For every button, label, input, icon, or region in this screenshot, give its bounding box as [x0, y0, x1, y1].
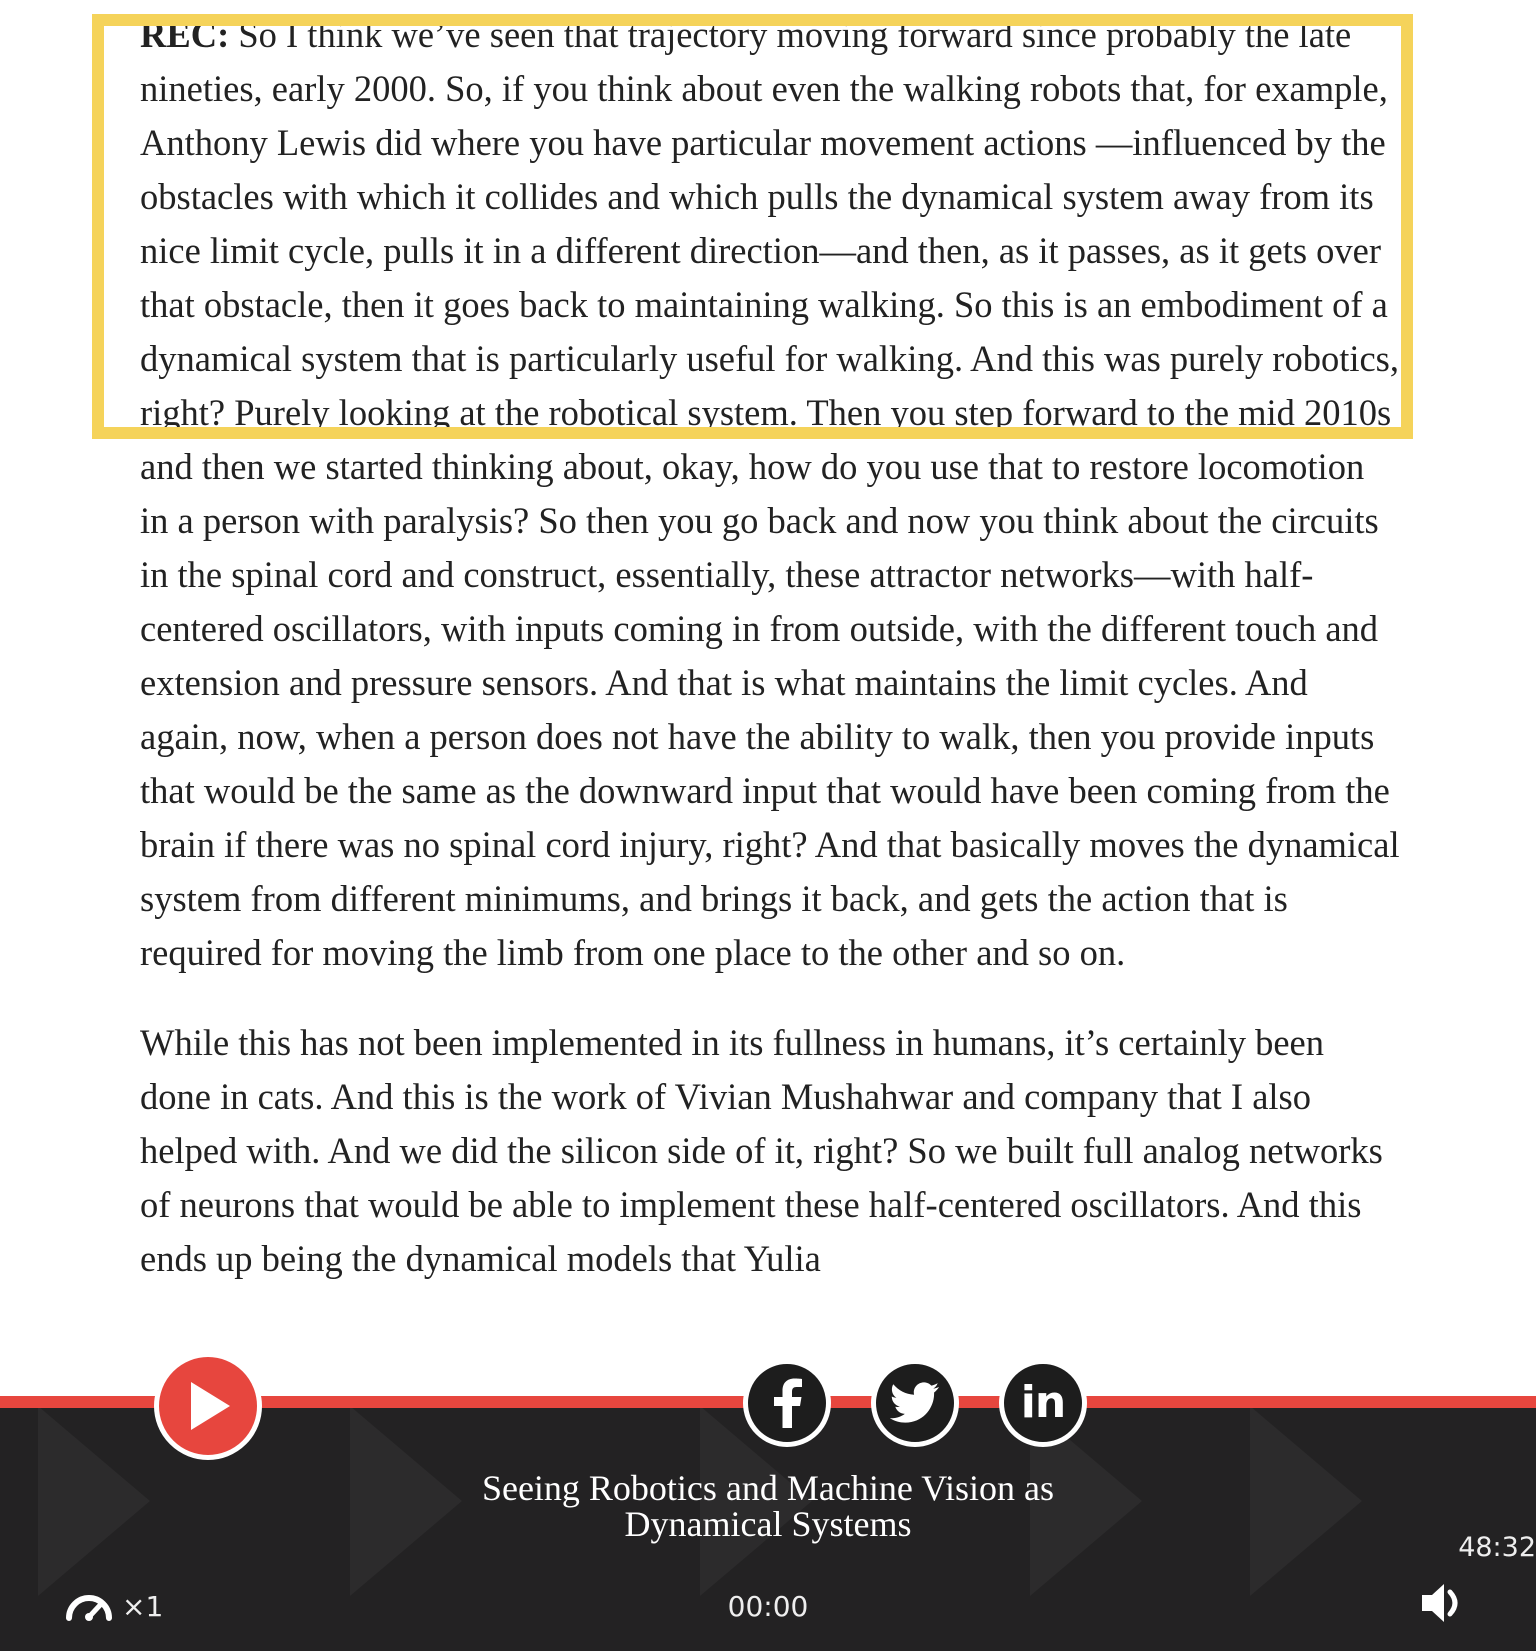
volume-button[interactable]	[1420, 1580, 1466, 1630]
linkedin-icon: in	[1020, 1377, 1066, 1428]
twitter-share-button[interactable]	[871, 1359, 959, 1447]
play-button[interactable]	[154, 1352, 262, 1460]
facebook-share-button[interactable]	[743, 1359, 831, 1447]
playback-speed-label: ×1	[122, 1589, 164, 1623]
speaker-label: REC:	[140, 14, 230, 55]
speedometer-icon	[64, 1591, 114, 1621]
volume-icon	[1420, 1580, 1466, 1626]
article-body	[140, 8, 1400, 1322]
current-time-label: 00:00	[727, 1590, 809, 1623]
linkedin-share-button[interactable]	[999, 1359, 1087, 1447]
paragraph-1	[140, 8, 1400, 980]
play-icon	[183, 1379, 233, 1433]
facebook-icon	[770, 1378, 804, 1428]
duration-label: 48:32	[1458, 1532, 1536, 1563]
paragraph-1-text: So I think we’ve seen that trajectory moving forward since probably the late nineties, early 2000. So, if you think about even the walking robots that, for example, Anthony Lewis did where you have particular movement actions —influenced by the obstacles with which it collides and which pulls the dynamical system away from its nice limit cycle, pulls it in a different direction—and then, as it passes, as it gets over that obstacle, then it goes back to maintaining walking. So this is an embodiment of a dynamical system that is particularly useful for walking. And this was purely robotics, right? Purely looking at the robotical system. Then you step forward to the mid 2010s and then we started thinking about, okay, how do you use that to restore locomotion in a person with paralysis? So then you go back and now you think about the circuits in the spinal cord and construct, essentially, these attractor networks—with half-centered oscillators, with inputs coming in from outside, with the different touch and extension and pressure sensors. And that is what maintains the limit cycles. And again, now, when a person does not have the ability to walk, then you provide inputs that would be the same as the downward input that would have been coming from the brain if there was no spinal cord injury, right? And that basically moves the dynamical system from different minimums, and brings it back, and gets the action that is required for moving the limb from one place to the other and so on.	[140, 14, 1400, 973]
twitter-icon	[890, 1382, 940, 1424]
paragraph-2: While this has not been implemented in its fullness in humans, it’s certainly been done in cats. And this is the work of Vivian Mushahwar and company that I also helped with. And we did the silicon side of it, right? So we built full analog networks of neurons that would be able to implement these half-centered oscillators. And this ends up being the dynamical models that Yulia	[140, 1022, 1383, 1279]
episode-title: Seeing Robotics and Machine Vision as Dynamical Systems	[481, 1468, 1055, 1544]
playback-speed-button[interactable]	[64, 1586, 163, 1626]
